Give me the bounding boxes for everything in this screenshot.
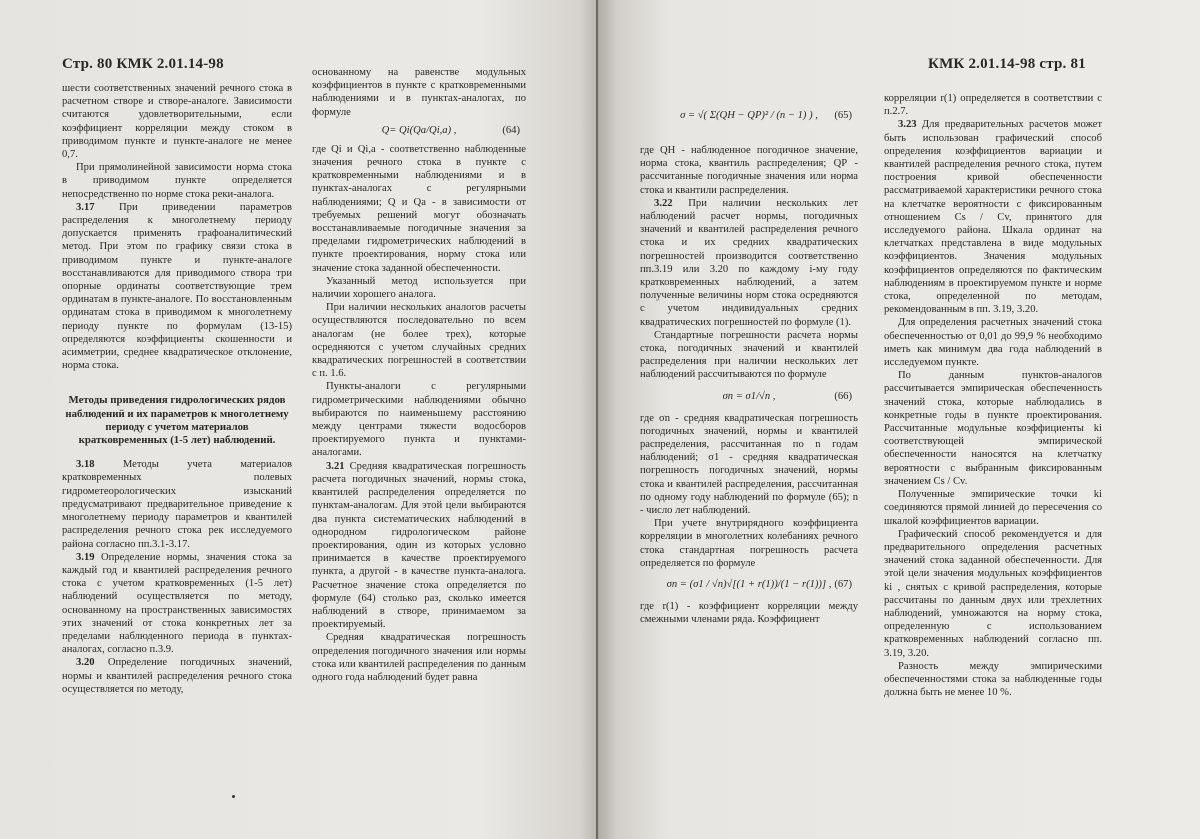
paragraph: Пункты-аналоги с регулярными гидрометрическими наблюдениями обычно выбираются по наименьшему расстоянию между центрами тяжести водосборов проектируемого пункта и пунктами-аналогами. — [312, 381, 526, 459]
right-page-column-1 — [640, 88, 858, 627]
section-3-23 — [884, 118, 1102, 316]
section-number: 3.21 — [326, 460, 345, 472]
section-number: 3.18 — [76, 459, 95, 471]
section-text: При приведении параметров распределения к многолетнему периоду допускается применять графоаналитический метод. При этом по графику связи стока в приводимом пункте и пункте-аналоге восстанавливаются для приводимого створа три опорные ординаты соответствующие трем ординатам в пункте-аналоге. По восстановленным ординатам стока в приводимом к многолетнему периоду пункте по формулам (13-15) определяются коэффициенты скошенности и асимметрии, среднее квадратическое отклонение, норма стока. — [62, 201, 292, 372]
section-text: При наличии нескольких лет наблюдений расчет нормы, погодичных значений и квантилей распределения речного стока и их средних квадратических погрешностей производится соответственно пп.3.19 или 3.20 по каждому i-му году кратковременных наблюдений, а затем полученные величины норм стока осредняются с учетом индивидуальных средних квадратических погрешностей по формуле (1). — [640, 197, 858, 328]
left-page-header: Стр. 80 КМК 2.01.14-98 — [62, 56, 224, 72]
paragraph: Для определения расчетных значений стока обеспеченностью от 0,01 до 99,9 % необходимо иметь как минимум два года наблюдений в исследуемом пункте. — [884, 317, 1102, 369]
section-3-22 — [640, 197, 858, 329]
formula-66 — [640, 382, 858, 412]
section-text: Средняя квадратическая погрешность расчета погодичных значений, нормы стока, квантилей распределения определяется по пунктам-аналогам. Для этой цели выбираются два пункта систематических наблюдений в однородном гидрологическом районе проектирования, один из которых условно принимается в качестве проектируемого пункта, а другой - в качестве пункта-аналога. Расчетное значение стока определяется по формуле (64) столько раз, сколько имеется наблюдений в створе, принимаемом за проектируемый. — [312, 460, 526, 631]
paragraph: Указанный метод используется при наличии хорошего аналога. — [312, 275, 526, 301]
paragraph: При наличии нескольких аналогов расчеты осуществляются последовательно по всем аналогам (не более трех), которые осредняются с учетом случайных средних квадратических погрешностей в соответствии с п. 1.6. — [312, 302, 526, 380]
paragraph: основанному на равенстве модульных коэффициентов в пункте с кратковременными наблюдениями и в пунктах-аналогах, по формуле — [312, 67, 526, 118]
section-3-20 — [62, 656, 292, 696]
section-3-17 — [62, 201, 292, 373]
formula-expression: σ = √( Σ(QН − QР)² / (n − 1) ) , — [680, 110, 818, 121]
section-text: Определение нормы, значения стока за каждый год и квантилей распределения речного стока с учетом кратковременных (1-5 лет) наблюдений осуществляется по методу, основанному на пространственных зависимостях этих значений от стока конкретных лет за пределами наблюденного периода в пунктах-аналогах, согласно п.3.9. — [62, 551, 292, 656]
formula-number: (65) — [834, 110, 852, 121]
left-page — [0, 0, 598, 839]
formula-expression: σn = (σ1 / √n)√[(1 + r(1))/(1 − r(1))] , — [666, 579, 832, 591]
paragraph: где QН - наблюденное погодичное значение, норма стока, квантиль распределения; QР - рассчитанные погодичные значения или норма стока и квантили распределения. — [640, 145, 858, 196]
section-number: 3.22 — [654, 197, 673, 209]
formula-expression: Q= Qi(Qa/Qi,a) , — [381, 124, 457, 136]
formula-number: (66) — [834, 390, 852, 402]
section-number: 3.23 — [898, 119, 917, 131]
section-3-18 — [62, 458, 292, 550]
paragraph: Стандартные погрешности расчета нормы стока, погодичных значений и квантилей распределения при наличии нескольких лет наблюдений рассчитываются по формуле — [640, 329, 858, 381]
right-page — [598, 0, 1200, 839]
section-3-21 — [312, 460, 526, 632]
paragraph: Средняя квадратическая погрешность определения погодичного значения или нормы стока или квантилей распределения по данным одного года наблюдений будет равна — [312, 632, 526, 683]
section-text: Для предварительных расчетов может быть использован графический способ определения коэффициентов вариации и квантилей распределения речного стока, путем построения кривой обеспеченности рассматриваемой характеристики речного стока на клетчатке вероятности с фиксированным отношением Cs / Cv, принятого для исследуемого района. Шкала ординат на клетчатках представлена в виде модульных коэффициентов. Значения модульных коэффициентов определяются по фактическим наблюдениям в проектируемом пункте и норме стока, определенной по методам, рекомендованным в пп. 3.19, 3.20. — [884, 119, 1102, 316]
paragraph: где r(1) - коэффициент корреляции между смежными членами ряда. Коэффициент — [640, 601, 858, 626]
paragraph: корреляции r(1) определяется в соответствии с п.2.7. — [884, 93, 1102, 118]
section-text: Определение погодичных значений, нормы и квантилей распределения речного стока осуществляется по методу, — [62, 657, 292, 695]
paragraph: Графический способ рекомендуется и для предварительного определения расчетных значений стока заданной обеспеченности. Для этой цели значения модульных коэффициентов ki , снятых с кривой распределения, которые рассчитаны по данным двух или трехлетних наблюдений, умножаются на норму стока, определенную с использованием кратковременных наблюдений согласно пп. 3.19, 3.20. — [884, 528, 1102, 659]
left-page-column-2 — [312, 66, 526, 684]
section-text: Методы учета материалов кратковременных полевых гидрометеорологических изысканий предусматривают предварительное приведение к многолетнему периоду параметров и квантилей распределения речного стока рек исследуемого района согласно пп.3.1-3.17. — [62, 459, 292, 550]
formula-64 — [312, 119, 526, 143]
formula-65 — [640, 88, 858, 144]
right-page-column-2 — [884, 92, 1102, 699]
paragraph: При прямолинейной зависимости норма стока в приводимом пункте определяется непосредственно по норме стока реки-аналога. — [62, 162, 292, 200]
section-number: 3.20 — [76, 657, 95, 669]
paragraph: При учете внутрирядного коэффициента корреляции в многолетних колебаниях речного стока стандартная погрешность расчета определяется по формуле — [640, 518, 858, 569]
right-page-header: КМК 2.01.14-98 стр. 81 — [928, 56, 1086, 72]
section-number: 3.19 — [76, 551, 95, 563]
formula-number: (67) — [834, 579, 852, 591]
page-speck — [232, 795, 235, 798]
paragraph: Полученные эмпирические точки ki соединяются прямой линией до пересечения со шкалой коэффициентов вариации. — [884, 489, 1102, 527]
section-number: 3.17 — [76, 201, 95, 213]
formula-number: (64) — [502, 124, 520, 136]
paragraph: По данным пунктов-аналогов рассчитывается эмпирическая обеспеченность значений стока, которые наблюдались в конкретные годы в пункте проектирования. Рассчитанные модульные коэффициенты ki соответствующей эмпирической обеспеченности наносятся на клетчатку вероятности с выбранным фиксированным значением Cs / Cv. — [884, 370, 1102, 487]
paragraph: Разность между эмпирическими обеспеченностями стока за наблюденные годы должна быть не менее 10 %. — [884, 660, 1102, 699]
paragraph: где σn - средняя квадратическая погрешность погодичных значений, нормы и квантилей распределения, рассчитанная по n годам наблюдений; σ1 - средняя квадратическая погрешность погодичных значений, нормы стока и квантилей распределения, рассчитанная по одному году наблюдений по формуле (65); n - число лет наблюдений. — [640, 412, 858, 517]
formula-expression: σn = σ1/√n , — [722, 390, 776, 402]
formula-67 — [640, 570, 858, 600]
paragraph: где Qi и Qi,a - соответственно наблюденные значения речного стока в пункте с кратковременными наблюдениями и в пунктах-аналогах с регулярными наблюдениями; Q и Qa - в зависимости от требуемых решений могут обозначать восстанавливаемые погодичные значения за пределами гидрометрических наблюдений в пункте проектирования, норму стока или значение стока заданной обеспеченности. — [312, 143, 526, 274]
paragraph: шести соответственных значений речного стока в расчетном створе и створе-аналоге. Зависимости считаются удовлетворительными, если коэффициент корреляции между стоком в приводимом пункте и пункте-аналоге не менее 0,7. — [62, 83, 292, 161]
section-heading: Методы приведения гидрологических рядов наблюдений и их параметров к многолетнему периоду с учетом материалов кратковременных (1-5 лет) наблюдений. — [65, 394, 289, 447]
section-3-19 — [62, 551, 292, 657]
left-page-column-1 — [62, 82, 292, 696]
